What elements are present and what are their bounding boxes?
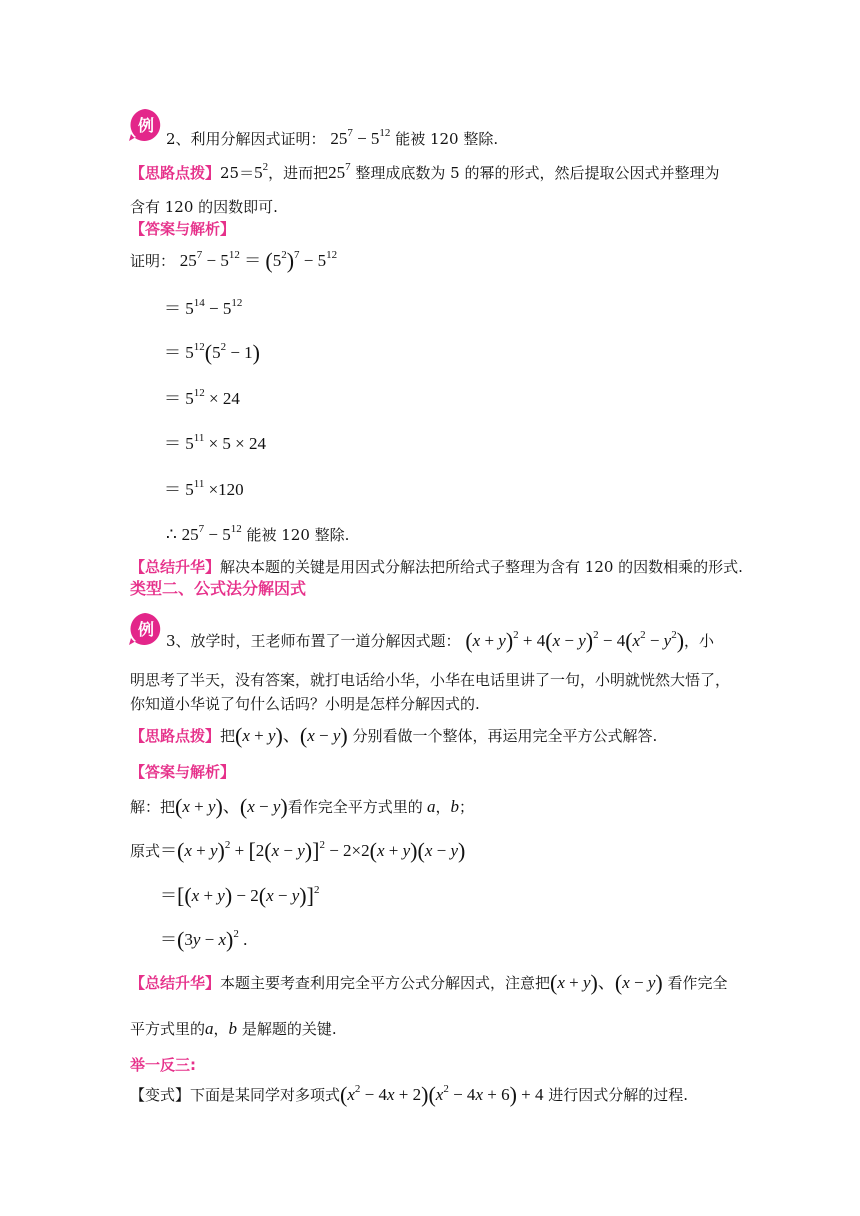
example2-hint: 【思路点拨】$25=5^2$，进而把$25^7$ 整理成底数为 5 的幂的形式，然后提取公因式并整理为	[130, 161, 720, 182]
svg-text:例: 例	[137, 620, 155, 639]
example3-answer-label: 【答案与解析】	[130, 763, 236, 781]
section-title: 类型二、公式法分解因式	[130, 579, 307, 598]
example2-question: 2、利用分解因式证明： $25^7 - 5^{12}$ 能被 120 整除.	[166, 127, 499, 148]
example-badge-icon	[128, 612, 162, 646]
example-badge-icon	[128, 108, 162, 142]
proof-line-3: ＝ $5^{12}(5^2 - 1)$	[164, 340, 260, 365]
example3-summary-2: 平方式里的a，b 是解题的关键.	[130, 1019, 337, 1038]
solution-line-2: 原式$=(x + y)^2 + [2(x - y)]^2 - 2\times 2(x + y)(x - y)$	[130, 838, 466, 863]
solution-line-4: $=(3y - x)^2$ .	[160, 927, 248, 952]
solution-line-1: 解：把(x + y)、(x − y)看作完全平方式里的 a，b；	[130, 794, 474, 819]
practice-title: 举一反三:	[130, 1056, 196, 1074]
math-expression: $25^7 - 5^{12}$	[330, 127, 391, 148]
proof-line-4: ＝ $5^{12} \times 24$	[164, 387, 240, 408]
example3-summary-1: 【总结升华】本题主要考查利用完全平方公式分解因式，注意把(x + y)、(x − y) 看作完全	[130, 970, 728, 995]
example3-question-3: 你知道小华说了句什么话吗？小明是怎样分解因式的.	[130, 695, 480, 713]
example2-hint-cont: 含有 120 的因数即可.	[130, 198, 278, 216]
example3-hint: 【思路点拨】把(x + y)、(x − y) 分别看做一个整体，再运用完全平方公式解答.	[130, 723, 658, 748]
example2-summary: 【总结升华】解决本题的关键是用因式分解法把所给式子整理为含有 120 的因数相乘的形式.	[130, 558, 743, 576]
proof-line-1: 证明： $25^7 - 5^{12} = (5^2)^7 - 5^{12}$	[130, 248, 338, 273]
example2-answer-label: 【答案与解析】	[130, 220, 236, 238]
example3-question-1: 3、放学时，王老师布置了一道分解因式题： $(x + y)^2 + 4(x - y)^2 - 4(x^2 - y^2)$，小	[166, 628, 715, 653]
proof-line-6: ＝ $5^{11} \times 120$	[164, 478, 244, 499]
proof-line-5: ＝ $5^{11} \times 5 \times 24$	[164, 432, 267, 453]
proof-line-2: ＝ $5^{14} - 5^{12}$	[164, 297, 243, 318]
svg-text:例: 例	[137, 116, 155, 135]
example3-question-2: 明思考了半天，没有答案，就打电话给小华，小华在电话里讲了一句，小明就恍然大悟了，	[130, 671, 731, 689]
practice-variant: 【变式】下面是某同学对多项式$(x^2 - 4x + 2)(x^2 - 4x + 6) + 4$ 进行因式分解的过程.	[130, 1082, 689, 1107]
solution-line-3: $=[(x + y) - 2(x - y)]^2$	[160, 883, 320, 908]
proof-conclusion: ∴ $25^7 - 5^{12}$ 能被 120 整除.	[166, 523, 350, 544]
